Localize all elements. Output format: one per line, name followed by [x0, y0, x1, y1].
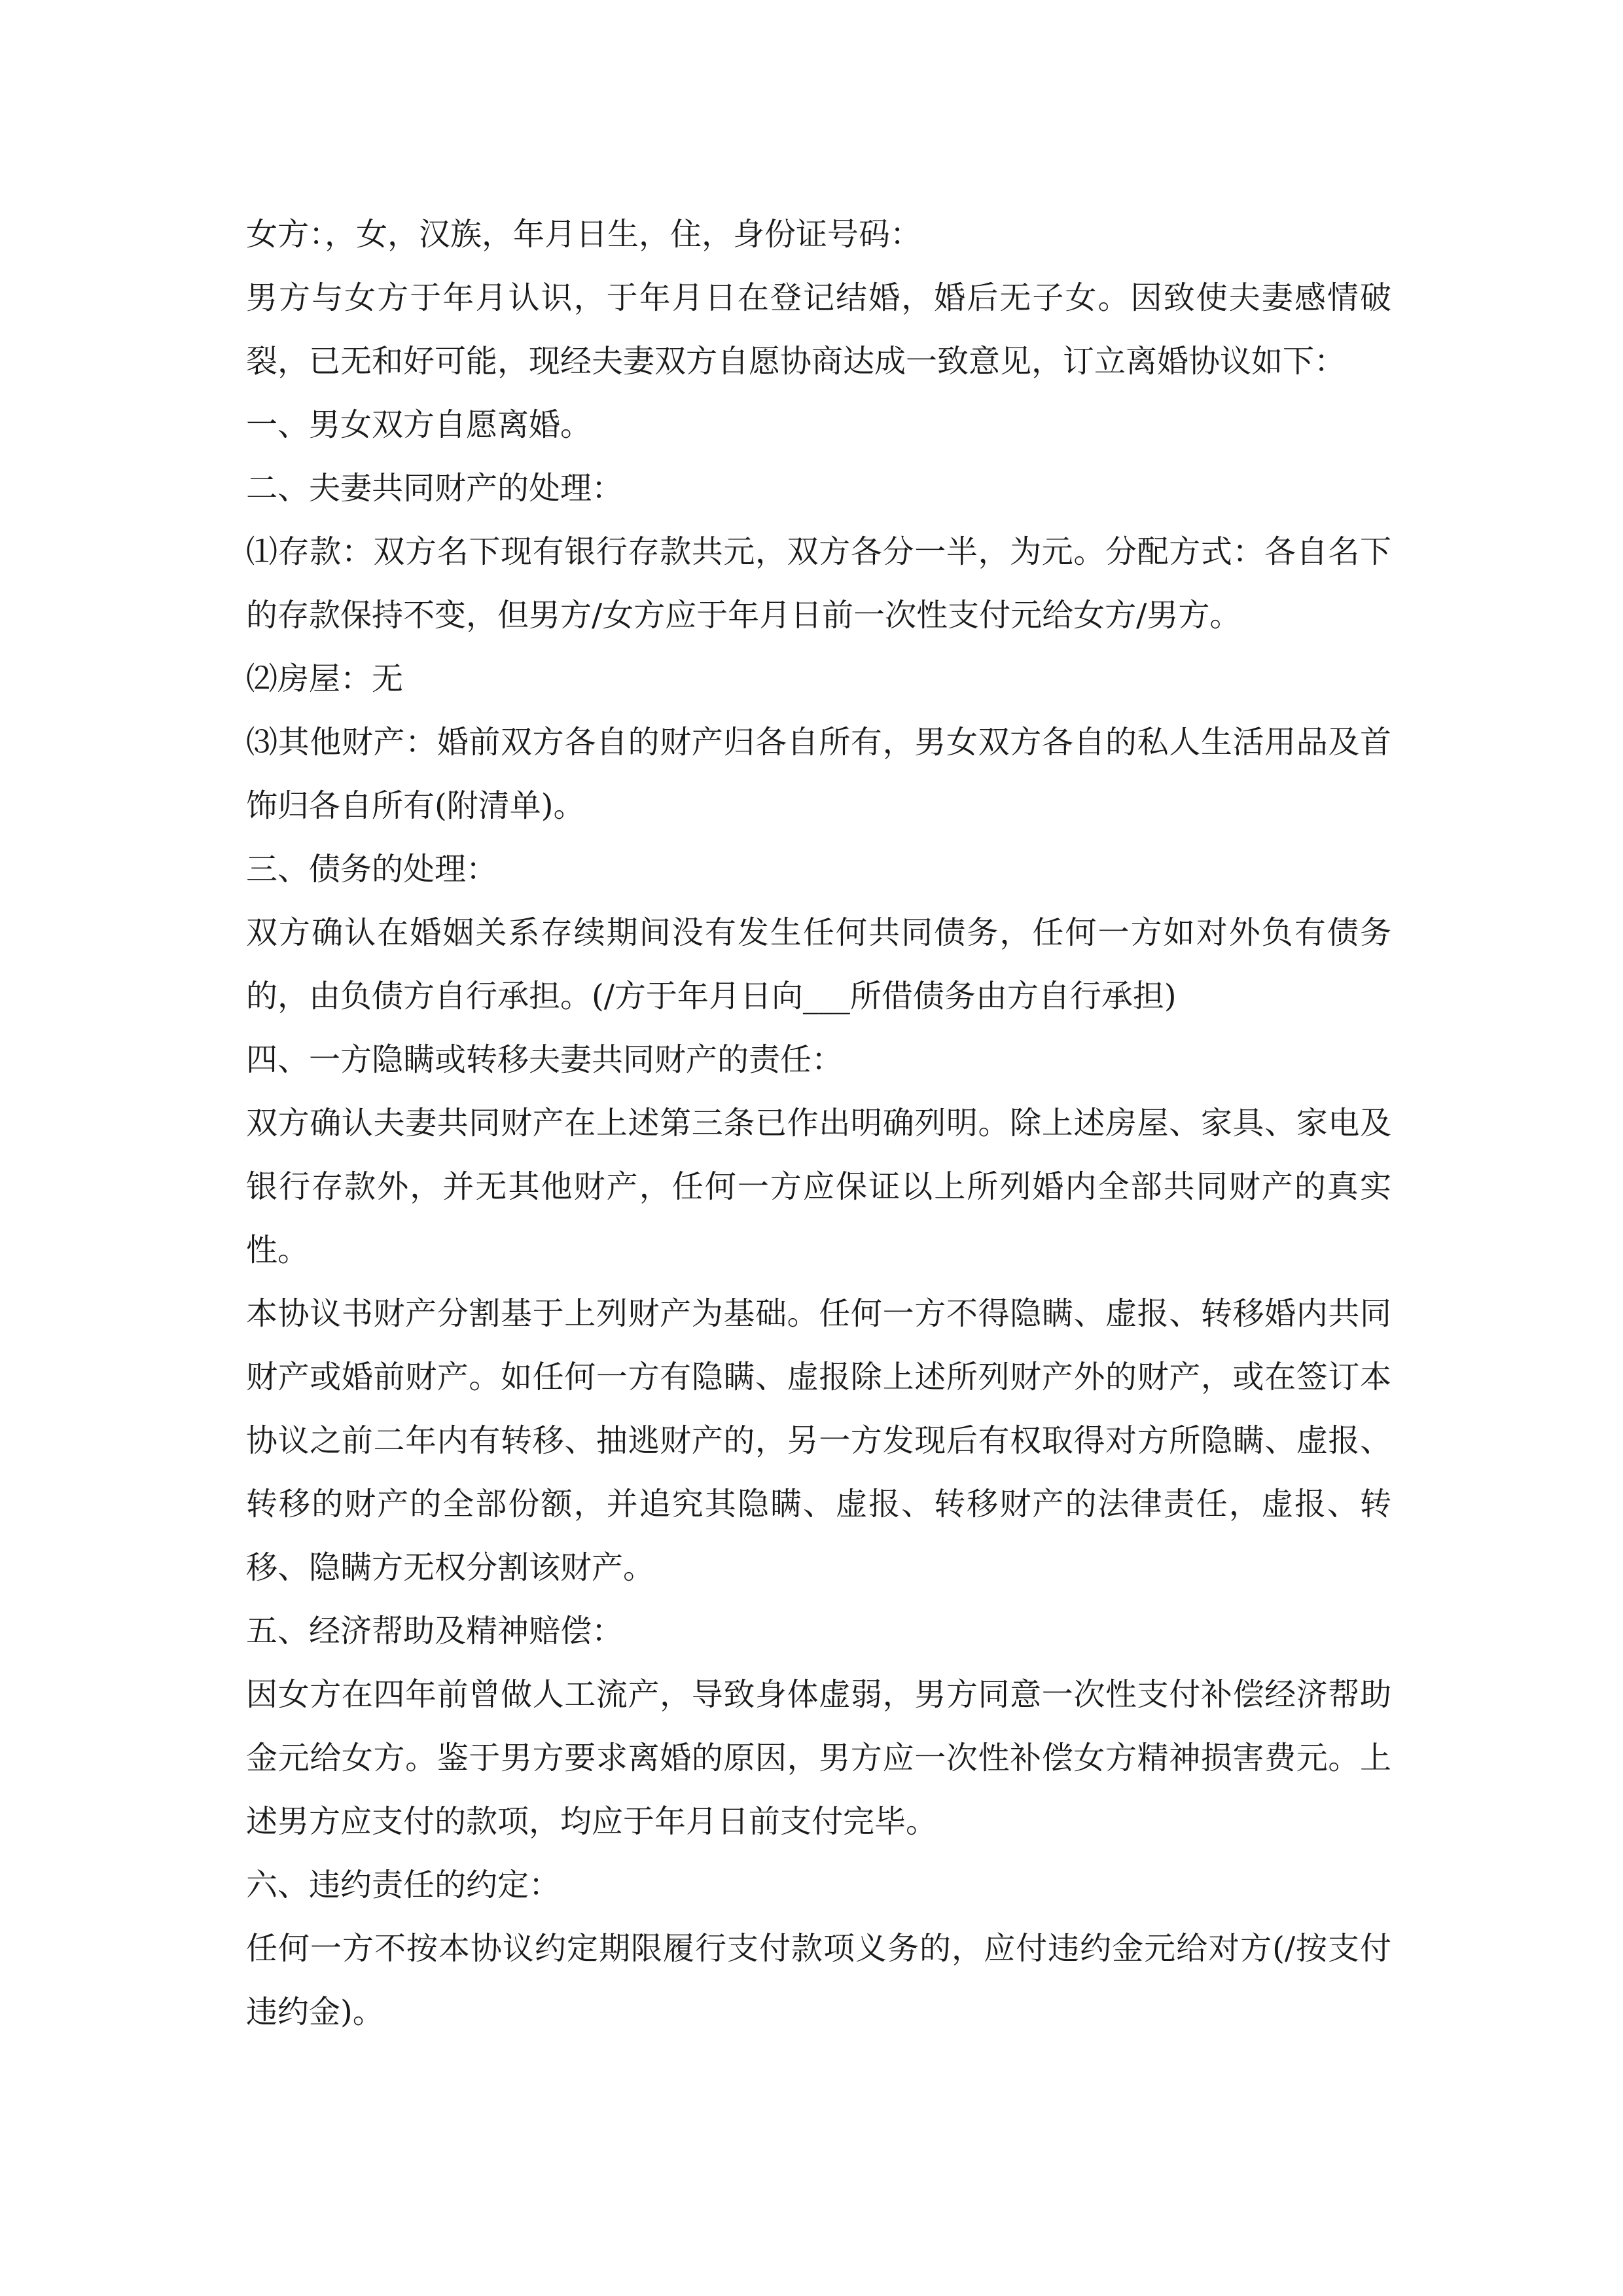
section-heading-2: 二、夫妻共同财产的处理：	[246, 470, 624, 507]
section-heading-1: 一、男女双方自愿离婚。	[246, 406, 592, 443]
paragraph-debts: 双方确认在婚姻关系存续期间没有发生任何共同债务，任何一方如对外负有债务的，由负债方自行承担。(/方于年月日向___所借债务由方自行承担)	[246, 914, 1391, 1014]
section-heading-5: 五、经济帮助及精神赔偿：	[246, 1613, 624, 1649]
paragraph-housing: ⑵房屋：无	[246, 660, 404, 697]
paragraph-compensation: 因女方在四年前曾做人工流产，导致身体虚弱，男方同意一次性支付补偿经济帮助金元给女方。鉴于男方要求离婚的原因，男方应一次性补偿女方精神损害费元。上述男方应支付的款项，均应于年月日前支付完毕。	[246, 1676, 1391, 1840]
paragraph-woman-info: 女方：，女，汉族，年月日生，住，身份证号码：	[246, 216, 922, 253]
document-body	[246, 203, 1391, 2044]
paragraph-property-confirmation: 双方确认夫妻共同财产在上述第三条已作出明确列明。除上述房屋、家具、家电及银行存款外，并无其他财产，任何一方应保证以上所列婚内全部共同财产的真实性。	[246, 1105, 1391, 1268]
section-heading-4: 四、一方隐瞒或转移夫妻共同财产的责任：	[246, 1041, 844, 1078]
paragraph-concealment-liability: 本协议书财产分割基于上列财产为基础。任何一方不得隐瞒、虚报、转移婚内共同财产或婚前财产。如任何一方有隐瞒、虚报除上述所列财产外的财产，或在签订本协议之前二年内有转移、抽逃财产的，另一方发现后有权取得对方所隐瞒、虚报、转移的财产的全部份额，并追究其隐瞒、虚报、转移财产的法律责任，虚报、转移、隐瞒方无权分割该财产。	[246, 1295, 1391, 1586]
paragraph-marriage-background: 男方与女方于年月认识，于年月日在登记结婚，婚后无子女。因致使夫妻感情破裂，已无和好可能，现经夫妻双方自愿协商达成一致意见，订立离婚协议如下：	[246, 279, 1391, 380]
section-heading-6: 六、违约责任的约定：	[246, 1867, 561, 1903]
paragraph-breach-liability: 任何一方不按本协议约定期限履行支付款项义务的，应付违约金元给对方(/按支付违约金)。	[246, 1930, 1391, 2030]
section-heading-3: 三、债务的处理：	[246, 851, 498, 888]
paragraph-deposits: ⑴存款：双方名下现有银行存款共元，双方各分一半，为元。分配方式：各自名下的存款保持不变，但男方/女方应于年月日前一次性支付元给女方/男方。	[246, 533, 1391, 634]
paragraph-other-property: ⑶其他财产：婚前双方各自的财产归各自所有，男女双方各自的私人生活用品及首饰归各自所有(附清单)。	[246, 724, 1391, 824]
